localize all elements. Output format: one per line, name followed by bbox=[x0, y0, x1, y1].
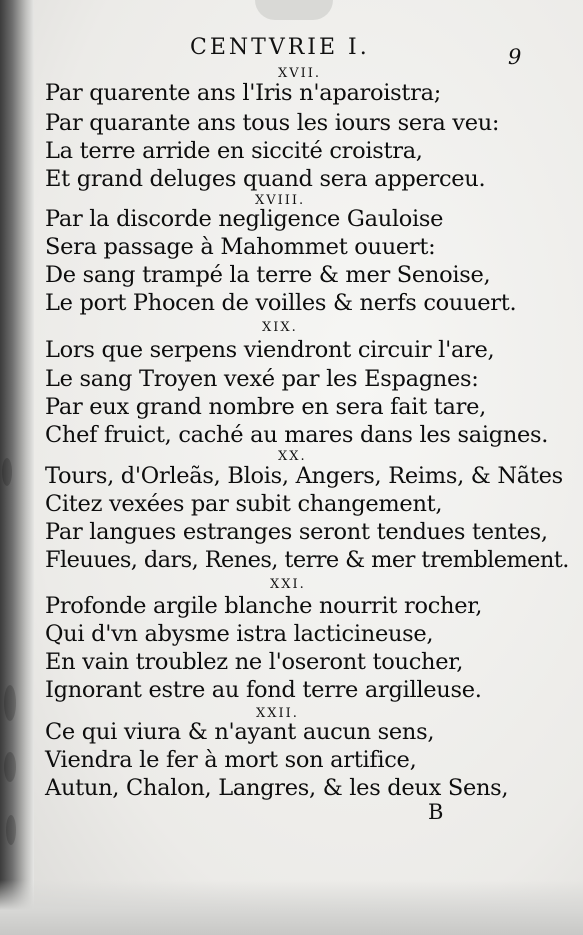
verse-line: Le sang Troyen vexé par les Espagnes: bbox=[45, 366, 479, 392]
verse-line: Par la discorde negligence Gauloise bbox=[45, 206, 444, 232]
verse-line: Tours, d'Orleãs, Blois, Angers, Reims, & Nãtes bbox=[45, 463, 563, 489]
page-tab bbox=[255, 0, 333, 20]
verse-line: Par eux grand nombre en sera fait tare, bbox=[45, 394, 486, 420]
running-header: CENTVRIE I. bbox=[190, 35, 370, 60]
page-number: 9 bbox=[508, 45, 522, 69]
verse-line: Le port Phocen de voilles & nerfs couuert. bbox=[45, 290, 517, 316]
verse-line: Chef fruict, caché au mares dans les saignes. bbox=[45, 422, 549, 448]
verse-line: Par langues estranges seront tendues tentes, bbox=[45, 519, 548, 545]
verse-line: Ce qui viura & n'ayant aucun sens, bbox=[45, 719, 435, 745]
ink-smudge bbox=[2, 458, 12, 486]
verse-line: Citez vexées par subit changement, bbox=[45, 491, 443, 517]
signature-mark: B bbox=[428, 800, 444, 824]
verse-line: Fleuues, dars, Renes, terre & mer tremblement. bbox=[45, 547, 569, 573]
ink-smudge bbox=[4, 685, 16, 721]
ink-smudge bbox=[4, 752, 16, 782]
quatrain-numeral: XXII. bbox=[256, 706, 299, 721]
verse-line: Lors que serpens viendront circuir l'are, bbox=[45, 337, 495, 363]
verse-line: Qui d'vn abysme istra lacticineuse, bbox=[45, 621, 434, 647]
quatrain-numeral: XVIII. bbox=[255, 193, 306, 208]
verse-line: Par quarente ans l'Iris n'aparoistra; bbox=[45, 80, 441, 106]
verse-line: Viendra le fer à mort son artifice, bbox=[45, 747, 417, 773]
page-bottom-edge bbox=[0, 880, 583, 935]
quatrain-numeral: XX. bbox=[278, 449, 307, 464]
quatrain-numeral: XIX. bbox=[262, 320, 298, 335]
verse-line: De sang trampé la terre & mer Senoise, bbox=[45, 262, 491, 288]
verse-line: Profonde argile blanche nourrit rocher, bbox=[45, 593, 483, 619]
verse-line: La terre arride en siccité croistra, bbox=[45, 138, 423, 164]
quatrain-numeral: XVII. bbox=[278, 66, 322, 81]
ink-smudge bbox=[6, 815, 16, 845]
quatrain-numeral: XXI. bbox=[270, 577, 306, 592]
verse-line: Et grand deluges quand sera apperceu. bbox=[45, 166, 486, 192]
verse-line: En vain troublez ne l'oseront toucher, bbox=[45, 649, 464, 675]
verse-line: Ignorant estre au fond terre argilleuse. bbox=[45, 677, 482, 703]
verse-line: Sera passage à Mahommet ouuert: bbox=[45, 234, 436, 260]
verse-line: Par quarante ans tous les iours sera veu: bbox=[45, 110, 500, 136]
verse-line: Autun, Chalon, Langres, & les deux Sens, bbox=[45, 775, 509, 801]
